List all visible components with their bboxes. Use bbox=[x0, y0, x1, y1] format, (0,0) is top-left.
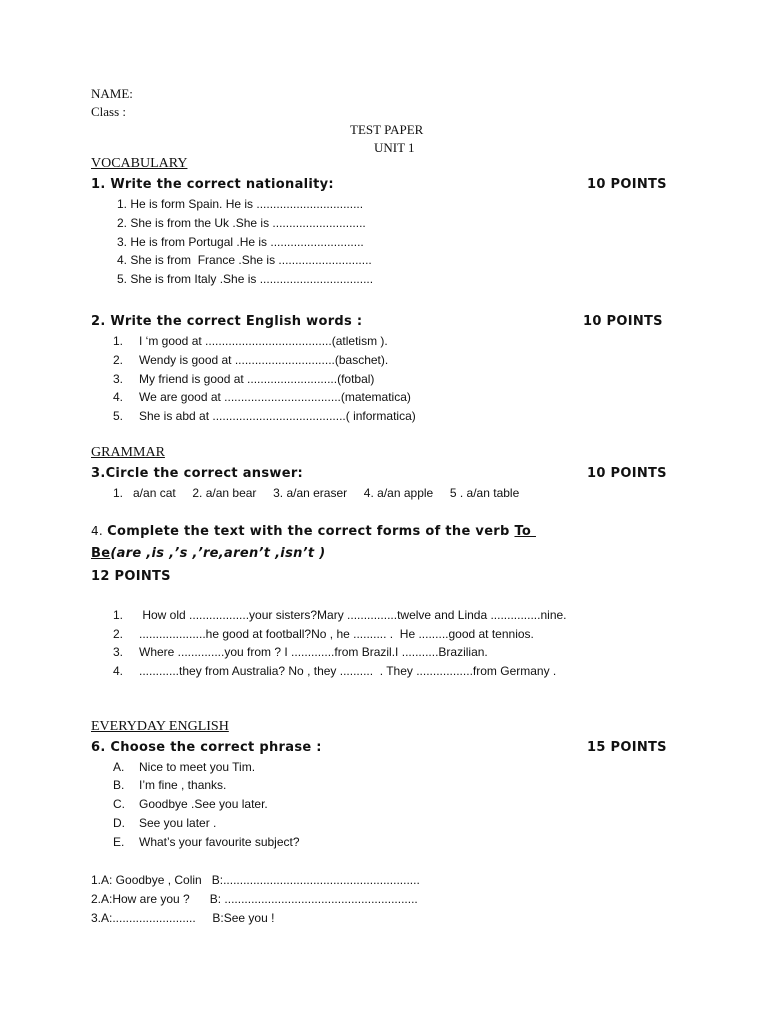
item-number: 4. bbox=[113, 390, 124, 404]
item-text: I’m fine , thanks. bbox=[139, 778, 227, 792]
page-title: TEST PAPER bbox=[350, 122, 424, 137]
question-6-points: 15 POINTS bbox=[587, 740, 667, 755]
item-number: 2. bbox=[113, 353, 124, 367]
question-2-title: 2. Write the correct English words : bbox=[91, 314, 363, 329]
question-1-title: 1. Write the correct nationality: bbox=[91, 177, 334, 192]
question-4-points: 12 POINTS bbox=[91, 569, 171, 584]
item-text: My friend is good at ...........................(fotbal) bbox=[139, 372, 375, 386]
q4-title-text: Complete the text with the correct forms of the verb bbox=[107, 524, 515, 539]
section-grammar: GRAMMAR bbox=[91, 445, 165, 460]
question-4-title bbox=[91, 524, 536, 539]
item-letter: D. bbox=[113, 816, 125, 830]
item-text: Wendy is good at ..............................(baschet). bbox=[139, 353, 389, 367]
q4-verb-cont: Be bbox=[91, 546, 111, 561]
item-text: Goodbye .See you later. bbox=[139, 797, 268, 811]
q2-item bbox=[113, 372, 374, 386]
item-text: ............they from Australia? No , they .......... . They .................from Germany . bbox=[139, 664, 557, 678]
q4-verb: To bbox=[514, 524, 536, 539]
q1-item: 5. She is from Italy .She is .................................. bbox=[117, 272, 374, 286]
q1-item: 4. She is from France .She is ............................ bbox=[117, 253, 372, 267]
dialogue-line: 2.A:How are you ? B: .......................................................... bbox=[91, 892, 418, 906]
phrase-item bbox=[113, 835, 300, 849]
q2-item bbox=[113, 353, 388, 367]
class-label: Class : bbox=[91, 104, 127, 119]
question-1-points: 10 POINTS bbox=[587, 177, 667, 192]
item-number: 3. bbox=[113, 645, 124, 659]
q4-item bbox=[113, 664, 556, 678]
item-letter: B. bbox=[113, 778, 125, 792]
q4-item bbox=[113, 627, 534, 641]
item-text: Nice to meet you Tim. bbox=[139, 760, 256, 774]
q4-item bbox=[113, 645, 488, 659]
name-label: NAME: bbox=[91, 86, 133, 101]
item-letter: C. bbox=[113, 797, 125, 811]
question-3-title: 3.Circle the correct answer: bbox=[91, 466, 304, 481]
item-number: 3. bbox=[113, 372, 124, 386]
question-6-title: 6. Choose the correct phrase : bbox=[91, 740, 322, 755]
dialogue-line: 3.A:......................... B:See you ! bbox=[91, 911, 275, 925]
q1-item: 3. He is from Portugal .He is ............................ bbox=[117, 235, 364, 249]
q1-item: 1. He is form Spain. He is ................................ bbox=[117, 197, 364, 211]
q1-item: 2. She is from the Uk .She is ............................ bbox=[117, 216, 366, 230]
q4-forms: (are ,is ,’s ,’re,aren’t ,isn’t ) bbox=[110, 546, 326, 561]
item-number: 5. bbox=[113, 409, 124, 423]
item-text: I ‘m good at ......................................(atletism ). bbox=[139, 334, 388, 348]
item-text: We are good at ...................................(matematica) bbox=[139, 390, 411, 404]
item-number: 2. bbox=[113, 627, 124, 641]
item-text: How old ..................your sisters?Mary ...............twelve and Linda ...............nine. bbox=[139, 608, 567, 622]
phrase-item bbox=[113, 760, 255, 774]
q4-number: 4. bbox=[91, 524, 108, 538]
q4-item bbox=[113, 608, 567, 622]
item-text: She is abd at ........................................( informatica) bbox=[139, 409, 416, 423]
phrase-item bbox=[113, 816, 216, 830]
item-letter: E. bbox=[113, 835, 125, 849]
item-text: What’s your favourite subject? bbox=[139, 835, 300, 849]
phrase-item bbox=[113, 797, 268, 811]
question-2-points: 10 POINTS bbox=[583, 314, 663, 329]
question-3-points: 10 POINTS bbox=[587, 466, 667, 481]
item-letter: A. bbox=[113, 760, 125, 774]
section-vocabulary: VOCABULARY bbox=[91, 156, 188, 171]
q2-item bbox=[113, 334, 388, 348]
unit-title: UNIT 1 bbox=[374, 140, 415, 155]
dialogue-line: 1.A: Goodbye , Colin B:........................................................... bbox=[91, 873, 420, 887]
phrase-item bbox=[113, 778, 226, 792]
item-number: 1. bbox=[113, 334, 124, 348]
q2-item bbox=[113, 390, 411, 404]
q3-options: 1. a/an cat 2. a/an bear 3. a/an eraser 4. a/an apple 5 . a/an table bbox=[113, 486, 520, 500]
q2-item bbox=[113, 409, 416, 423]
question-4-title-cont bbox=[91, 546, 325, 561]
item-number: 4. bbox=[113, 664, 124, 678]
section-everyday-english: EVERYDAY ENGLISH bbox=[91, 719, 229, 734]
item-text: Where ..............you from ? I .............from Brazil.I ...........Brazilian. bbox=[139, 645, 488, 659]
item-text: ....................he good at football?No , he .......... . He .........good at tennios. bbox=[139, 627, 534, 641]
item-text: See you later . bbox=[139, 816, 217, 830]
item-number: 1. bbox=[113, 608, 124, 622]
